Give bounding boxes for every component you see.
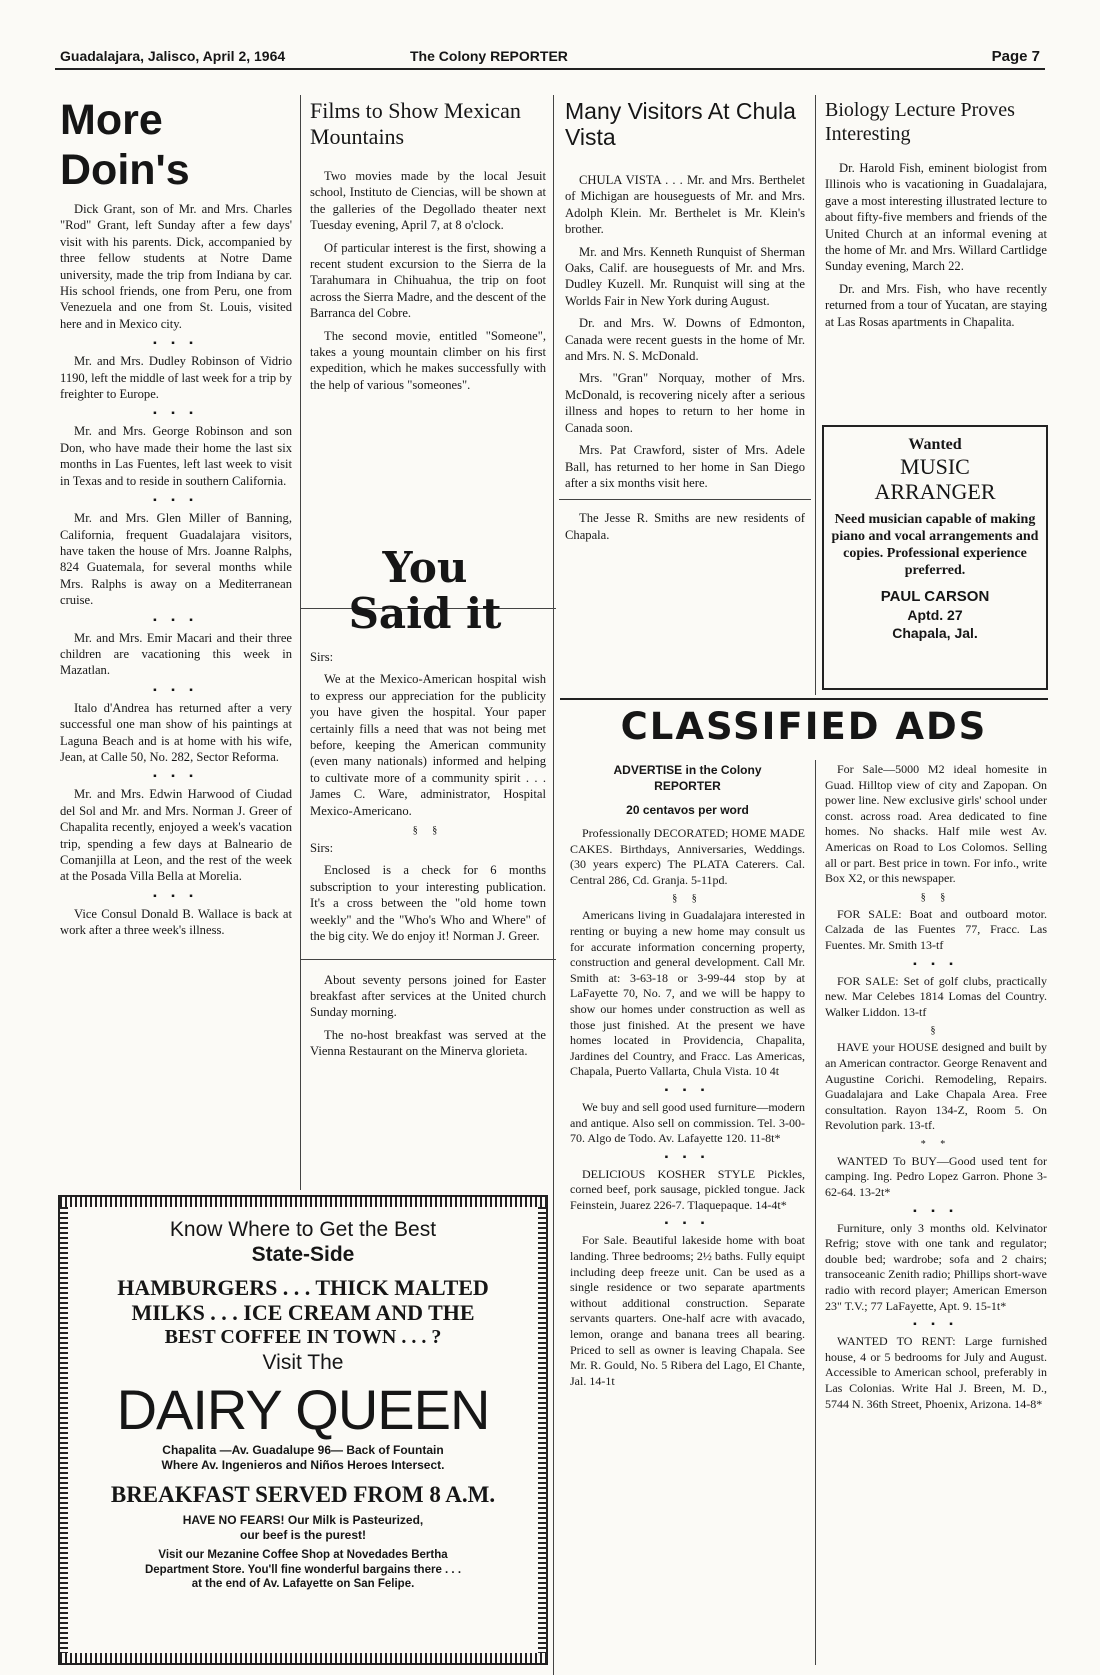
- ad-line: Visit our Mezanine Coffee Shop at Novedades Bertha: [158, 1549, 448, 1561]
- paragraph: Mr. and Mrs. Glen Miller of Banning, California, frequent Guadalajara visitors, have taken the house of Mrs. Joanne Ralphs, 824 Guatemala, for several months while Mrs. Ralphs is away on a Mediterranean cruise.: [60, 511, 292, 608]
- separator: ▪ ▪ ▪: [153, 684, 199, 696]
- paragraph: Dr. Harold Fish, eminent biologist from Illinois who is vacationing in Guadalajara, gave a most interesting illustrated lecture to about fifty-five members and friends of the United Church at an informal evening at the home of Mr. and Mrs. Willard Cartlidge Sunday evening, March 22.: [825, 161, 1047, 274]
- separator: * *: [920, 1138, 952, 1150]
- separator: ▪ ▪ ▪: [153, 408, 199, 420]
- classified-rate: 20 centavos per word: [626, 803, 749, 817]
- paragraph: Italo d'Andrea has returned after a very successful one man show of his paintings at Laguna Beach and is at home with his wife, Jean, at Calle 50, No. 282, Sector Reforma.: [60, 700, 292, 764]
- paragraph: Two movies made by the local Jesuit school, Instituto de Ciencias, will be shown at the galleries of the Degollado theater next Tuesday evening, April 7, at 8 o'clock.: [310, 169, 546, 233]
- classified-right-column: [825, 762, 1047, 1417]
- ad-line: Department Store. You'll fine wonderful bargains there . . .: [144, 1563, 462, 1576]
- column-rule: [815, 95, 816, 695]
- wanted-line: MUSIC: [900, 454, 970, 479]
- separator: ▪ ▪ ▪: [153, 771, 199, 783]
- dateline: Guadalajara, Jalisco, April 2, 1964: [60, 48, 286, 64]
- separator: ▪ ▪ ▪: [153, 890, 199, 902]
- classified-left-column: [570, 762, 805, 1394]
- section-rule: [300, 959, 556, 960]
- paragraph: The Jesse R. Smiths are new residents of Chapala.: [565, 511, 805, 542]
- paragraph: Dick Grant, son of Mr. and Mrs. Charles "Rod" Grant, left Sunday after a few days' visit with his parents. Dick, accompanied by three fellow students at Notre Dame university, made the trip from Indiana by car. His school friends, one from Peru, one from Venezuela and one from St. Louis, visited here and in Mexico city.: [60, 202, 292, 331]
- ad-line: State-Side: [251, 1243, 355, 1266]
- column-rule: [300, 95, 301, 1190]
- wanted-body: Need musician capable of making piano and vocal arrangements and copies. Professional experience preferred.: [831, 512, 1039, 578]
- classified-intro: REPORTER: [654, 779, 721, 793]
- wanted-address: Chapala, Jal.: [892, 625, 978, 641]
- classified-intro: ADVERTISE in the Colony: [613, 763, 762, 777]
- films-title: Films to Show Mexican Mountains: [310, 98, 521, 149]
- page-number: Page 7: [991, 48, 1040, 65]
- ad-border-stripe: [538, 1207, 546, 1653]
- wanted-address: Aptd. 27: [907, 607, 963, 623]
- separator: ▪ ▪ ▪: [153, 338, 199, 350]
- visitors-article: [565, 98, 805, 549]
- paragraph: About seventy persons joined for Easter breakfast after services at the United church Sunday morning.: [310, 972, 546, 1020]
- paragraph: Dr. and Mrs. Fish, who have recently returned from a tour of Yucatan, are staying at Las Rosas apartments in Chapalita.: [825, 281, 1047, 329]
- separator: § §: [412, 825, 444, 837]
- dairy-queen-logo: DAIRY QUEEN: [116, 1378, 490, 1441]
- header-rule: [55, 68, 1045, 70]
- separator: § §: [920, 891, 952, 903]
- ad-address: Where Av. Ingenieros and Niños Heroes Intersect.: [161, 1458, 445, 1472]
- classified-ad: Professionally DECORATED; HOME MADE CAKES. Birthdays, Anniversaries, Weddings. (30 years experc) The PLATA Caterers. Cal. Central 286, Cd. Granja. 5-11pd.: [570, 826, 805, 887]
- ad-line: Know Where to Get the Best: [169, 1218, 437, 1241]
- ad-breakfast: BREAKFAST SERVED FROM 8 A.M.: [110, 1482, 496, 1507]
- paragraph: CHULA VISTA . . . Mr. and Mrs. Berthelet of Michigan are houseguests of Mr. and Mrs. Adolph Klein. Mr. Berthelet is Mr. Klein's brother.: [565, 173, 805, 237]
- classified-ad: We buy and sell good used furniture—modern and antique. Also sell on commission. Tel. 3-00-70. Algo de Todo. Av. Lafayette 120. 11-8t*: [570, 1099, 805, 1146]
- wanted-line: ARRANGER: [874, 479, 996, 504]
- separator: ▪ ▪ ▪: [664, 1084, 711, 1096]
- dairy-queen-ad: [58, 1195, 548, 1665]
- ad-line: HAMBURGERS . . . THICK MALTED: [117, 1275, 489, 1300]
- ad-line: BEST COFFEE IN TOWN . . . ?: [164, 1326, 442, 1348]
- more-doins-article: [60, 95, 292, 945]
- wanted-line: Wanted: [908, 436, 962, 453]
- biology-article: [825, 98, 1047, 336]
- separator: ▪ ▪ ▪: [913, 1205, 959, 1217]
- separator: §: [930, 1025, 942, 1037]
- separator: ▪ ▪ ▪: [913, 1319, 959, 1331]
- paragraph: Mr. and Mrs. Edwin Harwood of Ciudad del Sol and Mr. and Mrs. Norman J. Greer of Chapalita recently, enjoyed a week's vacation trip, spending a few days at Balneario de Comanjilla at Leon, and the rest of the week at the Posada Villa Bella at Morelia.: [60, 787, 292, 884]
- paragraph: Mrs. Pat Crawford, sister of Mrs. Adele Ball, has returned to her home in San Diego after a six months visit here.: [565, 443, 805, 490]
- paragraph: Mr. and Mrs. Emir Macari and their three children are vacationing this week in Mazatlan.: [60, 630, 292, 678]
- ad-border-stripe: [60, 1197, 546, 1207]
- classified-ad: FOR SALE: Boat and outboard motor. Calzada de las Fuentes 77, Fracc. Las Fuentes. Mr. Smith 13-tf: [825, 906, 1047, 952]
- ad-line: HAVE NO FEARS! Our Milk is Pasteurized,: [182, 1513, 424, 1527]
- separator: ▪ ▪ ▪: [153, 614, 199, 626]
- wanted-ad: [822, 425, 1048, 690]
- masthead: The Colony REPORTER: [410, 48, 568, 64]
- classified-rule: [560, 698, 1048, 700]
- films-article: [310, 98, 546, 399]
- ad-line: Visit The: [262, 1351, 344, 1374]
- ad-border-stripe: [60, 1653, 546, 1663]
- column-rule: [553, 95, 554, 1675]
- paragraph: Dr. and Mrs. W. Downs of Edmonton, Canada were recent guests in the home of Mr. and Mrs. N. S. McDonald.: [565, 316, 805, 364]
- more-doins-title: More Doin's: [60, 96, 190, 194]
- column-rule: [815, 760, 816, 1665]
- ad-address: Chapalita —Av. Guadalupe 96— Back of Fountain: [162, 1443, 444, 1457]
- classified-ad: For Sale. Beautiful lakeside home with boat landing. Three bedrooms; 2½ baths. Fully equipt including deep freeze unit. Can be used as a single residence or two separate apartments without additional construction. Separate servants quarters. One-half acre with avacado, lemon, orange and banana trees all bearing. Priced to sell as owner is leaving Chapala. See Mr. R. Gould, No. 5 Ribera del Lago, El Chante, Jal. 14-1t: [570, 1233, 805, 1388]
- ad-border-stripe: [60, 1207, 68, 1653]
- classified-ad: FOR SALE: Set of golf clubs, practically new. Mar Celebes 1814 Lomas del Country. Walker Liddon. 13-tf: [825, 973, 1047, 1019]
- classified-ad: Furniture, only 3 months old. Kelvinator Refrig; stove with one tank and regulator; double bed; wardrobe; sofa and 2 chairs; transoceanic Zenith radio; Phillips short-wave radio with record player; American Emerson 23" T.V.; 77 LaFayette, Apt. 9. 15-1t*: [825, 1220, 1047, 1313]
- you-said-it-article: [310, 545, 546, 1066]
- paragraph: Mrs. "Gran" Norquay, mother of Mrs. McDonald, is recovering nicely after a serious illness and hopes to return to her home in Canada soon.: [565, 371, 805, 435]
- classified-ad: HAVE your HOUSE designed and built by an American contractor. George Renavent and Augustine Corichi. Remodeling, Repairs. Guadalajara and Lake Chapala Area. Free consultation. Rayon 134-Z, Room 5. On Revolution park. 13-tf.: [825, 1040, 1047, 1133]
- ad-line: our beef is the purest!: [239, 1528, 367, 1542]
- paragraph: We at the Mexico-American hospital wish to express our appreciation for the publicity you have given the hospital. Your paper certainly fills a need that was not being met before, keeping the American community (even many nationals) informed and helping to cultivate more of a community spirit . . . James C. Ware, administrator, Hospital Mexico-Americano.: [310, 672, 546, 818]
- classified-title: CLASSIFIED ADS: [620, 705, 988, 748]
- salutation: Sirs:: [310, 650, 334, 664]
- separator: ▪ ▪ ▪: [913, 958, 959, 970]
- ad-line: at the end of Av. Lafayette on San Felipe.: [191, 1578, 415, 1590]
- you-said-it-title: You Said it: [348, 543, 502, 638]
- paragraph: Mr. and Mrs. George Robinson and son Don, who have made their home the last six months in Las Fuentes, left last week to visit in Texas and to reside in southern California.: [60, 424, 292, 488]
- paragraph: Mr. and Mrs. Dudley Robinson of Vidrio 1190, left the middle of last week for a trip by freighter to Europe.: [60, 354, 292, 402]
- wanted-name: PAUL CARSON: [880, 588, 990, 605]
- paragraph: The second movie, entitled "Someone", takes a young mountain climber on his first expedition, which he makes successfully with the help of various "someones".: [310, 328, 546, 392]
- paragraph: Mr. and Mrs. Kenneth Runquist of Sherman Oaks, Calif. are houseguests of Mr. and Mrs. Dudley Kuzell. Mr. Runquist will sing at the Worlds Fair in New York during August.: [565, 244, 805, 308]
- visitors-title: Many Visitors At Chula Vista: [565, 98, 796, 150]
- ad-line: MILKS . . . ICE CREAM AND THE: [131, 1300, 475, 1325]
- separator: ▪ ▪ ▪: [664, 1218, 711, 1230]
- classified-ad: WANTED To BUY—Good used tent for camping. Ing. Pedro Lopez Garron. Phone 3-62-64. 13-2t*: [825, 1153, 1047, 1200]
- paragraph: Of particular interest is the first, showing a recent student excursion to the Sierra de la Tarahumara in Chihuahua, the trip on foot across the Sierra Madre, and the descent of the Barranca del Cobre.: [310, 240, 546, 321]
- salutation: Sirs:: [310, 841, 334, 856]
- separator: ▪ ▪ ▪: [153, 495, 199, 507]
- classified-ad: Americans living in Guadalajara interested in renting or buying a new home may consult us for accurate information concerning property, construction and general development. Call Mr. Smith at: 3-63-18 or 3-99-44 stop by at LaFayette 70, No. 7, and we will be happy to show our homes under construction as well as those just finished. At the present we have homes located in Providencia, Chapalita, Jardines del Country, and Fracc. Las Americas, Chapala, Puerto Vallarta, Chula Vista. 10 4t: [570, 908, 805, 1079]
- biology-title: Biology Lecture Proves Interesting: [825, 99, 1015, 145]
- paragraph: Vice Consul Donald B. Wallace is back at work after a three week's illness.: [60, 906, 292, 938]
- classified-ad: DELICIOUS KOSHER STYLE Pickles, corned beef, pork sausage, pickled tongue. Jack Feinstein, Juarez 226-7. Tlaquepaque. 14-4t*: [570, 1166, 805, 1212]
- separator: § §: [672, 893, 703, 905]
- separator: ▪ ▪ ▪: [664, 1151, 711, 1163]
- dairy-queen-content: [74, 1217, 532, 1592]
- paragraph: The no-host breakfast was served at the Vienna Restaurant on the Minerva glorieta.: [310, 1027, 546, 1059]
- paragraph: Enclosed is a check for 6 months subscription to your interesting publication. It's a cross between the "old home town weekly" and the "Who's Who and Where" of the big city. We do enjoy it! Norman J. Greer.: [310, 863, 546, 944]
- classified-ad: WANTED TO RENT: Large furnished house, 4 or 5 bedrooms for July and August. Accessible to American school, preferably in Las Colonias. Write Hal J. Breen, M. D., 5744 N. 36th Street, Phoenix, Arizona. 14-8*: [825, 1334, 1047, 1411]
- section-rule: [559, 499, 811, 500]
- classified-ad: For Sale—5000 M2 ideal homesite in Guad. Hilltop view of city and Zapopan. On power line. New exclusive girls' school under const. across road. Area dedicated to fine homes. No shacks. Half mile west Av. Americas on Road to Los Colomos. Selling all or part. Best price in town. For info., write Box X2, or this newspaper.: [825, 762, 1047, 886]
